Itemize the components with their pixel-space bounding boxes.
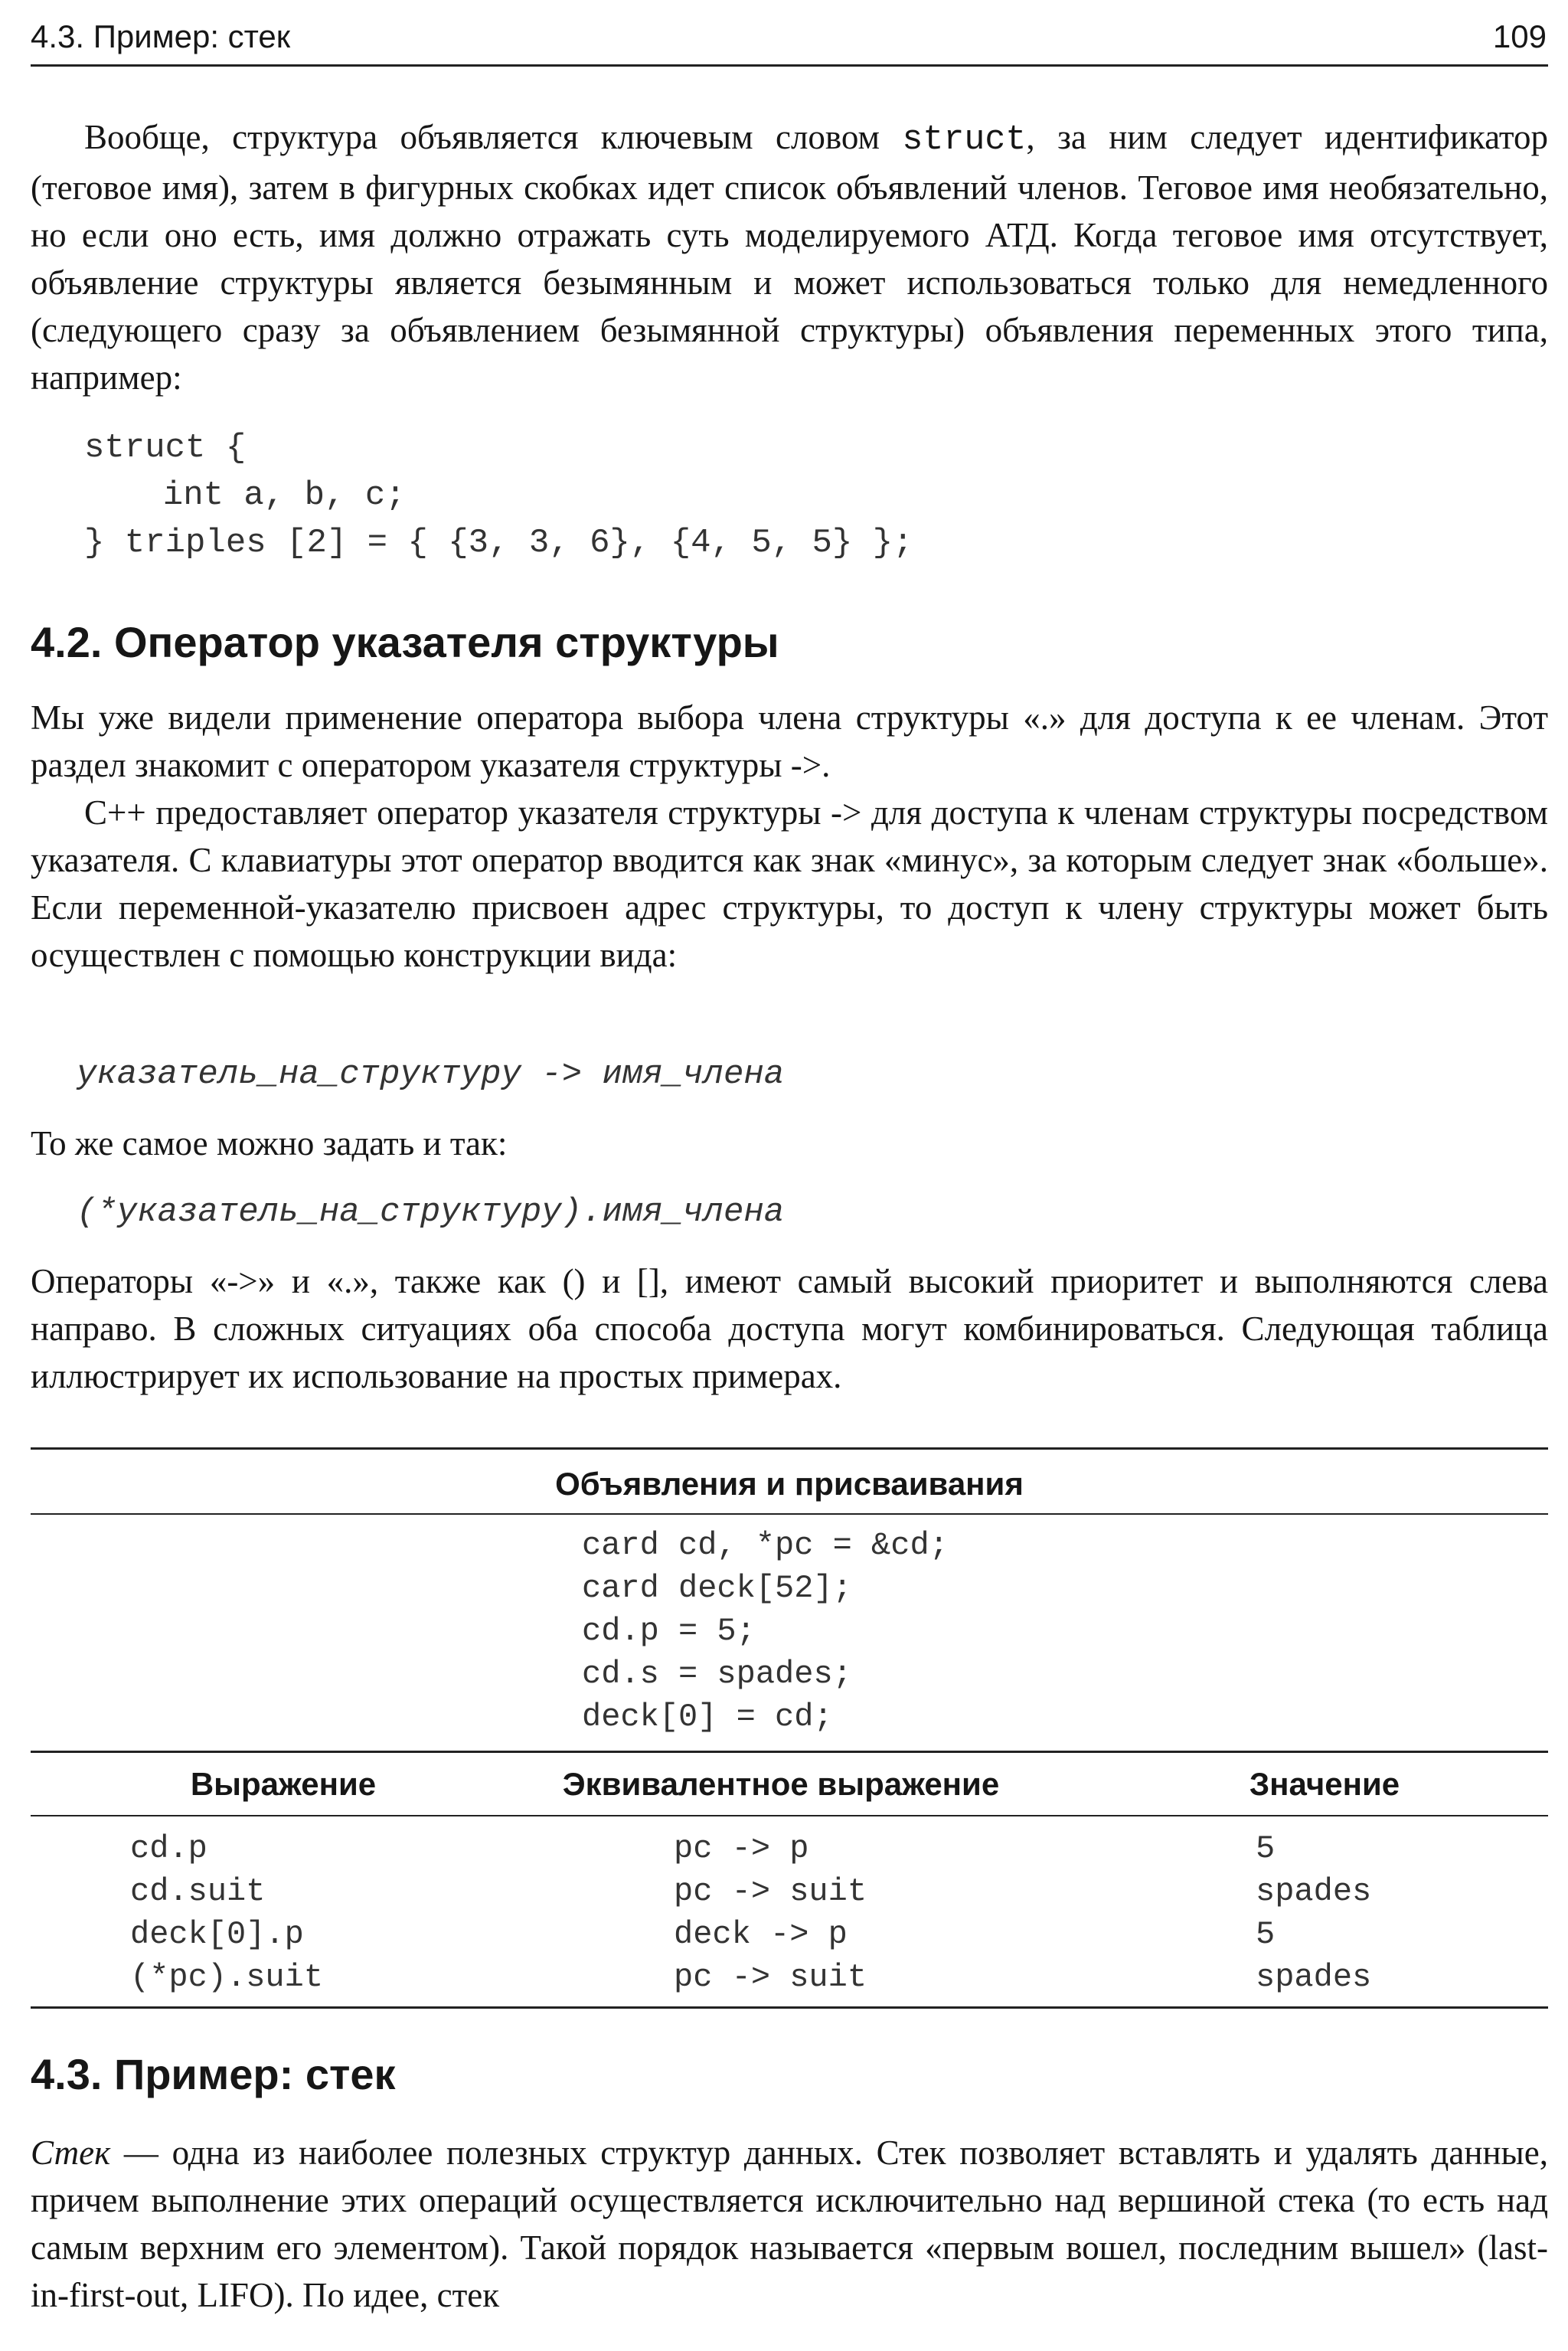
declaration-line: deck[0] = cd; — [582, 1699, 833, 1735]
table-top-rule — [31, 1447, 1548, 1450]
table-cell: pc -> suit — [674, 1873, 867, 1910]
section-heading-4-2: 4.2. Оператор указателя структуры — [31, 618, 779, 666]
table-cell: 5 — [1256, 1830, 1276, 1867]
column-header-expression: Выражение — [190, 1766, 377, 1802]
declaration-line: card cd, *pc = &cd; — [582, 1527, 949, 1564]
struct-keyword: struct — [902, 120, 1027, 159]
table-cell: (*pc).suit — [130, 1959, 324, 1996]
paragraph: Мы уже видели применение оператора выбора члена структуры «.» для доступа к ее членам. Этот раздел знакомит с оператором указателя структуры ->. — [31, 698, 1548, 784]
syntax-pointer-arrow: указатель_на_структуру -> имя_члена — [77, 1055, 785, 1094]
intro-paragraph: Вообще, структура объявляется ключевым словом struct, за ним следует идентификатор (теговое имя), затем в фигурных скобках идет список объявлений членов. Теговое имя необязательно, но если оно есть, имя должно отражать суть моделируемого АТД. Когда теговое имя отсутствует, объявление структуры является безымянным и может использоваться только для немедленного (следующего сразу за объявлением безымянной структуры) объявления переменных этого типа, например: — [31, 118, 1548, 397]
table-rule — [31, 1751, 1548, 1753]
declarations-block — [582, 1524, 1348, 1738]
table-rule — [31, 1815, 1548, 1816]
declaration-line: cd.p = 5; — [582, 1613, 756, 1650]
table-cell: deck -> p — [674, 1916, 848, 1953]
code-line: struct { — [84, 429, 247, 467]
declaration-line: cd.s = spades; — [582, 1656, 852, 1692]
code-line: int a, b, c; — [122, 476, 406, 515]
declaration-line: card deck[52]; — [582, 1570, 852, 1607]
table-cell: 5 — [1256, 1916, 1276, 1953]
table-cell: spades — [1256, 1873, 1372, 1910]
syntax-dereference-dot: (*указатель_на_структуру).имя_члена — [77, 1193, 785, 1231]
section-heading-4-3: 4.3. Пример: стек — [31, 2050, 396, 2098]
table-cell: cd.p — [130, 1830, 207, 1867]
code-line: } triples [2] = { {3, 3, 6}, {4, 5, 5} }; — [84, 524, 913, 562]
table-cell: pc -> suit — [674, 1959, 867, 1996]
table-cell: pc -> p — [674, 1830, 809, 1867]
term-stack: Стек — [31, 2134, 111, 2172]
column-header-value: Значение — [1249, 1766, 1400, 1802]
table-bottom-rule — [31, 2006, 1548, 2009]
column-header-equivalent: Эквивалентное выражение — [562, 1766, 1000, 1802]
running-head-section: 4.3. Пример: стек — [31, 18, 291, 54]
stack-paragraph: Стек — одна из наиболее полезных структур данных. Стек позволяет вставлять и удалять данные, причем выполнение этих операций осуществляется исключительно над вершиной стека (то есть над самым верхним его элементом). Такой порядок называется «первым вошел, последним вышел» (last-in-first-out, LIFO). По идее, стек — [31, 2134, 1548, 2314]
paragraph: То же самое можно задать и так: — [31, 1124, 508, 1162]
paragraph: C++ предоставляет оператор указателя структуры -> для доступа к членам структуры посредством указателя. С клавиатуры этот оператор вводится как знак «минус», за которым следует знак «больше». Если переменной-указателю присвоен адрес структуры, то доступ к члену структуры может быть осуществлен с помощью конструкции вида: — [31, 793, 1548, 974]
table-cell: spades — [1256, 1959, 1372, 1996]
table-cell: deck[0].p — [130, 1916, 304, 1953]
paragraph: Операторы «->» и «.», также как () и [], имеют самый высокий приоритет и выполняются слева направо. В сложных ситуациях оба способа доступа могут комбинироваться. Следующая таблица иллюстрирует их использование на простых примерах. — [31, 1262, 1548, 1395]
running-head — [31, 11, 1548, 67]
table-rule — [31, 1513, 1548, 1515]
struct-code-example — [84, 424, 1539, 567]
page-number: 109 — [1492, 18, 1547, 54]
table-caption: Объявления и присваивания — [555, 1466, 1024, 1502]
table-cell: cd.suit — [130, 1873, 266, 1910]
